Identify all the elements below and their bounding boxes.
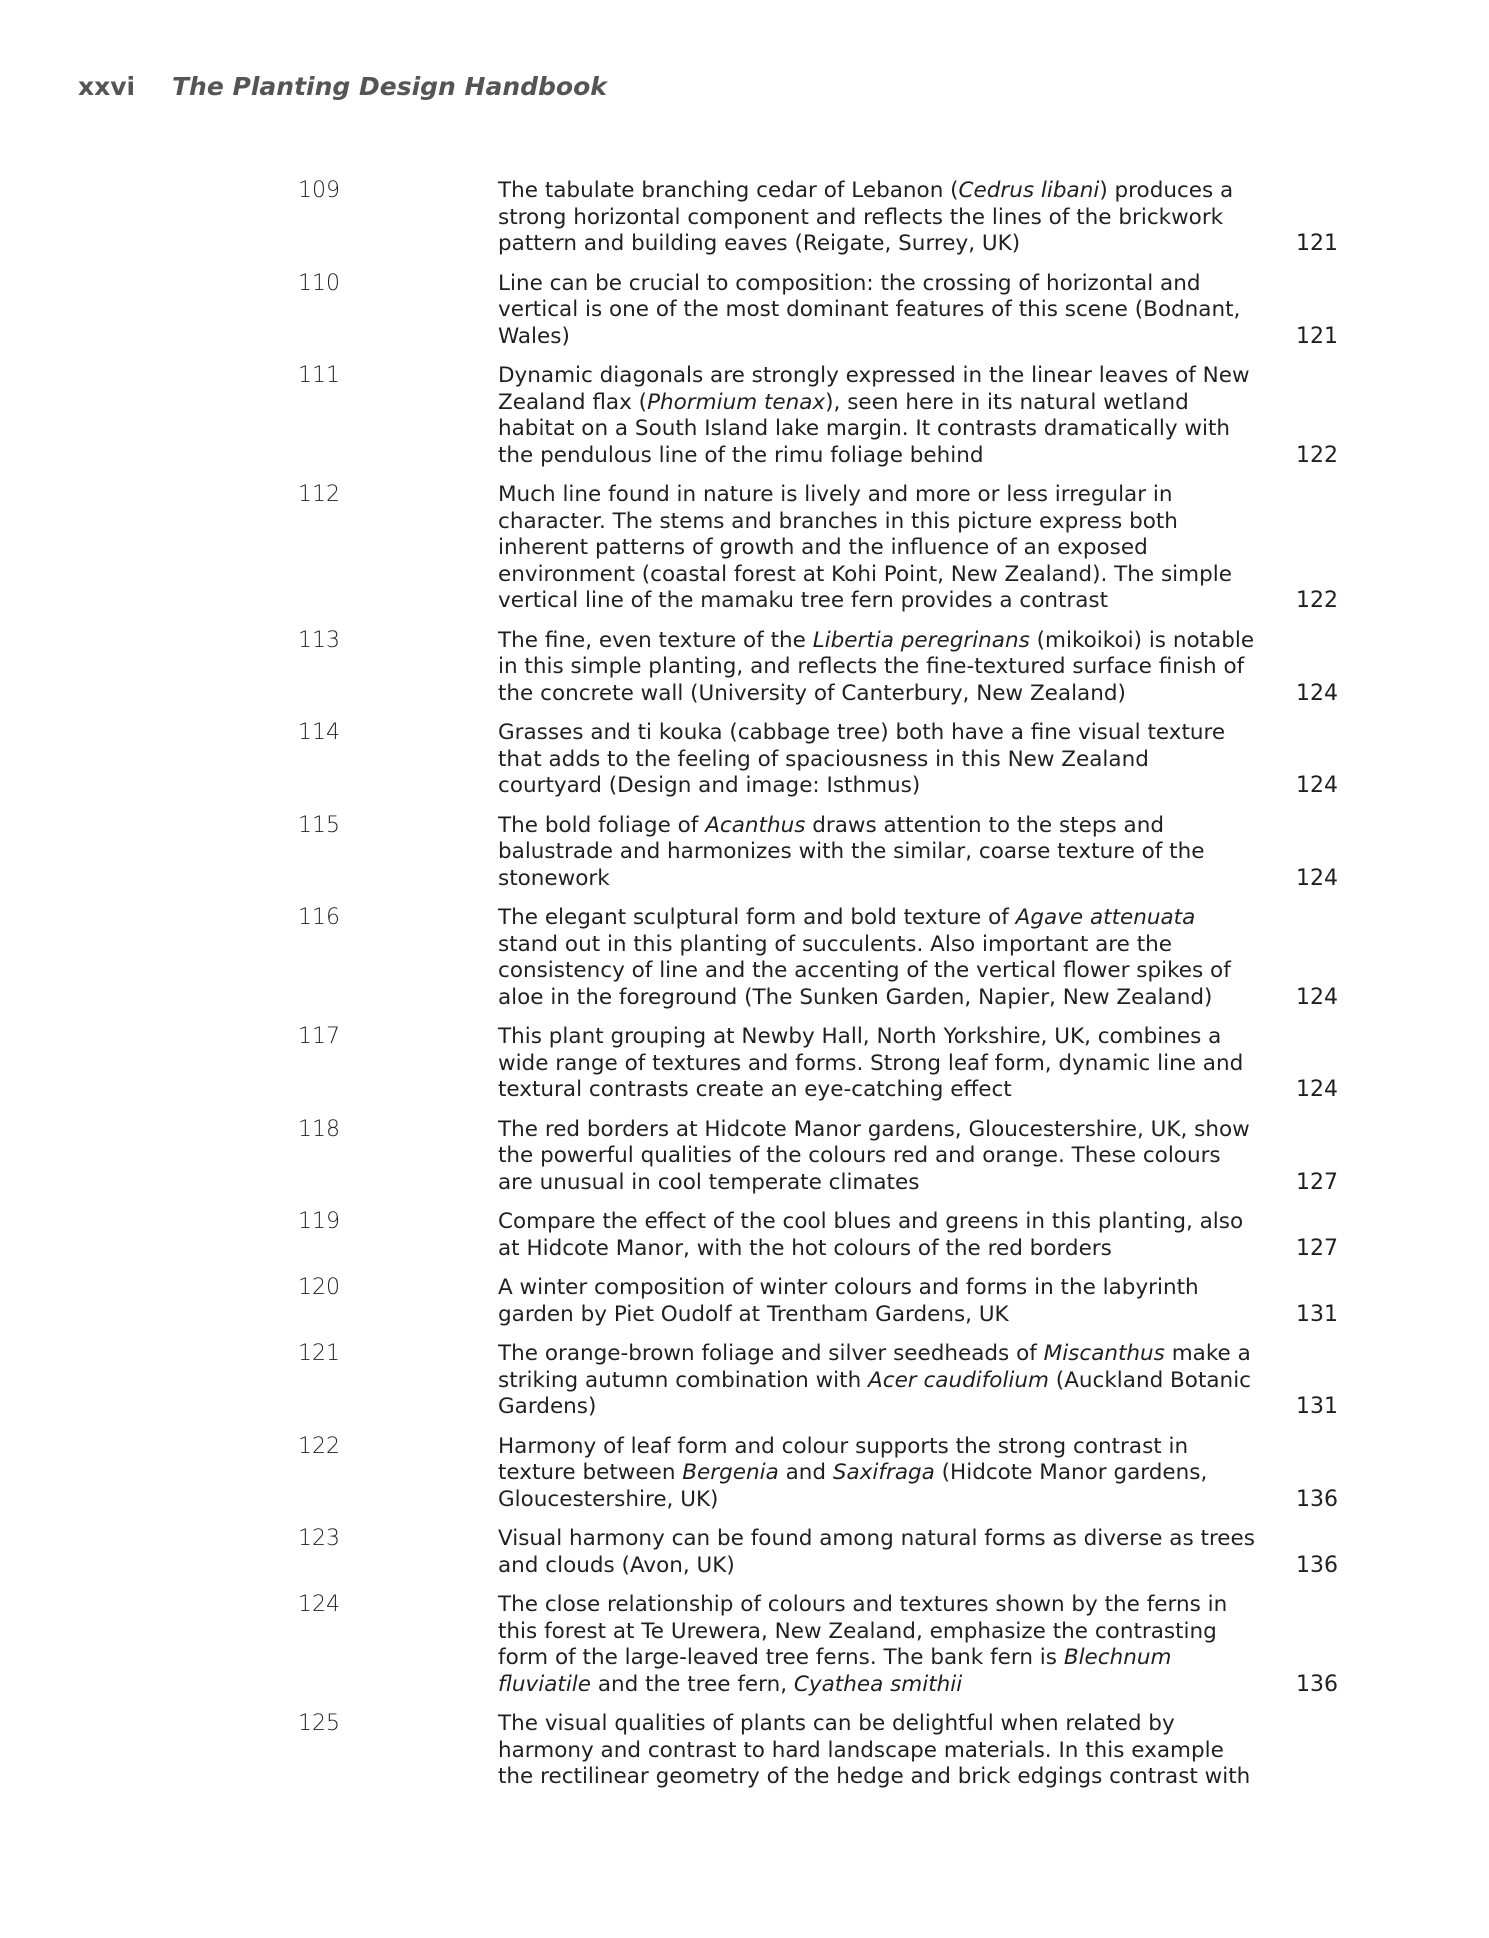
illustration-entry [298, 1526, 1338, 1579]
illustration-entry [298, 1434, 1338, 1514]
figure-caption [498, 363, 1258, 469]
caption-text: (Auckland Botanic Gardens) [498, 1367, 1251, 1419]
figure-number: 121 [298, 1341, 340, 1366]
figure-number: 118 [298, 1116, 340, 1142]
illustration-entry [298, 1341, 1338, 1421]
figure-number: 109 [298, 178, 340, 203]
figure-caption [498, 1711, 1258, 1791]
caption-italic-text: Cedrus libani [958, 178, 1100, 203]
running-head [78, 72, 607, 101]
list-of-illustrations [298, 178, 1338, 1804]
figure-caption [498, 1434, 1258, 1514]
illustration-entry [298, 720, 1338, 800]
caption-text: The tabulate branching cedar of Lebanon ( [498, 178, 959, 203]
illustration-entry [298, 813, 1338, 893]
caption-italic-text: Miscanthus [1043, 1341, 1165, 1366]
illustration-entry [298, 1117, 1338, 1197]
caption-text: Dynamic diagonals are strongly expressed in the linear leaves of New Zealand flax ( [498, 363, 1250, 415]
caption-text: Compare the effect of the cool blues and greens in this planting, also at Hidcote Manor, with the hot colours of the red borders [498, 1209, 1244, 1261]
page-number: 124 [1296, 773, 1338, 798]
page-number: 136 [1296, 1486, 1338, 1512]
caption-italic-text: Agave attenuata [1015, 905, 1196, 930]
page-number: 136 [1296, 1552, 1338, 1578]
caption-text: (Hidcote Manor gardens, Gloucestershire, UK) [498, 1460, 1208, 1512]
figure-caption [498, 482, 1258, 615]
illustration-entry [298, 1024, 1338, 1104]
caption-italic-text: Cyathea smithii [793, 1671, 963, 1697]
illustration-entry [298, 482, 1338, 615]
figure-caption [498, 1209, 1258, 1262]
book-title: The Planting Design Handbook [172, 72, 607, 101]
figure-number: 119 [298, 1209, 340, 1234]
figure-number: 114 [298, 720, 340, 745]
page-number: 127 [1296, 1235, 1338, 1261]
page-number: 131 [1296, 1394, 1338, 1419]
page-number: 124 [1296, 984, 1338, 1010]
figure-caption [498, 1117, 1258, 1197]
caption-text: A winter composition of winter colours and forms in the labyrinth garden by Piet Oudolf at Trentham Gardens, UK [498, 1275, 1199, 1327]
figure-caption [498, 905, 1258, 1011]
figure-caption [498, 1526, 1258, 1579]
illustration-entry [298, 1592, 1338, 1698]
figure-caption [498, 1341, 1258, 1421]
caption-text: ), seen here in its natural wetland habitat on a South Island lake margin. It contrasts dramatically with the pendulous line of the rimu foliage behind [498, 389, 1231, 468]
figure-number: 124 [298, 1592, 340, 1617]
figure-number: 110 [298, 270, 340, 296]
illustration-entry [298, 271, 1338, 351]
page-number: 127 [1296, 1169, 1338, 1195]
caption-italic-text: Saxifraga [832, 1460, 935, 1485]
caption-text: Grasses and ti kouka (cabbage tree) both have a fine visual texture that adds to the feeling of spaciousness in this New Zealand courtyard (Design and image: Isthmus) [498, 720, 1226, 798]
page-number: 122 [1296, 588, 1338, 613]
figure-caption [498, 1024, 1258, 1104]
figure-number: 113 [298, 627, 340, 653]
page-number: 124 [1296, 865, 1338, 891]
caption-italic-text: Bergenia [682, 1460, 779, 1485]
caption-text: and [778, 1460, 833, 1485]
illustration-entry [298, 628, 1338, 708]
page-number: 131 [1296, 1301, 1338, 1327]
illustration-entry [298, 1209, 1338, 1262]
illustration-entry [298, 363, 1338, 469]
figure-number: 120 [298, 1275, 340, 1300]
figure-caption [498, 720, 1258, 800]
caption-text: (mikoikoi) is notable in this simple planting, and reflects the fine-textured surface finish of the concrete wall (University of Canterbury, New Zealand) [498, 627, 1255, 706]
caption-text: The close relationship of colours and textures shown by the ferns in this forest at Te Urewera, New Zealand, emphasize the contrasting form of the large-leaved tree ferns. The bank fern is [498, 1592, 1228, 1670]
figure-number: 111 [298, 363, 340, 388]
caption-italic-text: Blechnum fluviatile [498, 1645, 1172, 1697]
figure-number: 125 [298, 1711, 340, 1736]
page-folio: xxvi [78, 72, 136, 101]
caption-text: This plant grouping at Newby Hall, North Yorkshire, UK, combines a wide range of textures and forms. Strong leaf form, dynamic line and textural contrasts create an eye-catching effect [498, 1024, 1244, 1102]
caption-text: The visual qualities of plants can be delightful when related by harmony and contrast to hard landscape materials. In this example the rectilinear geometry of the hedge and brick edgings contrast with [498, 1711, 1251, 1789]
figure-caption [498, 271, 1258, 351]
caption-text: The red borders at Hidcote Manor gardens, Gloucestershire, UK, show the powerful qualities of the colours red and orange. These colours are unusual in cool temperate climates [498, 1116, 1250, 1195]
figure-number: 117 [298, 1024, 340, 1049]
caption-text: The orange-brown foliage and silver seedheads of [498, 1341, 1044, 1366]
figure-number: 116 [298, 905, 340, 930]
caption-text: Visual harmony can be found among natural forms as diverse as trees and clouds (Avon, UK) [498, 1526, 1255, 1578]
caption-text: and the tree fern, [591, 1671, 794, 1697]
caption-italic-text: Phormium tenax [647, 389, 826, 415]
page-number: 121 [1296, 323, 1338, 349]
caption-text: The elegant sculptural form and bold texture of [498, 905, 1016, 930]
caption-text: Much line found in nature is lively and more or less irregular in character. The stems and branches in this picture express both inherent patterns of growth and the influence of an exposed environment (coastal forest at Kohi Point, New Zealand). The simple vertical line of the mamaku tree fern provides a contrast [498, 482, 1232, 613]
caption-italic-text: Libertia peregrinans [812, 627, 1030, 653]
caption-italic-text: Acer caudifolium [868, 1367, 1049, 1393]
page-number: 122 [1296, 442, 1338, 468]
page-number: 121 [1296, 231, 1338, 256]
figure-number: 115 [298, 812, 340, 838]
caption-text: draws attention to the steps and balustrade and harmonizes with the similar, coarse texture of the stonework [498, 812, 1205, 891]
illustration-entry [298, 1275, 1338, 1328]
caption-text: The bold foliage of [498, 812, 706, 838]
figure-caption [498, 628, 1258, 708]
page-number: 136 [1296, 1671, 1338, 1697]
illustration-entry [298, 178, 1338, 258]
illustration-entry [298, 1711, 1338, 1791]
figure-number: 123 [298, 1526, 340, 1551]
caption-text: stand out in this planting of succulents. Also important are the consistency of line and the accenting of the vertical flower spikes of aloe in the foreground (The Sunken Garden, Napier, New Zealand) [498, 931, 1231, 1010]
caption-text: Line can be crucial to composition: the crossing of horizontal and vertical is one of the most dominant features of this scene (Bodnant, Wales) [498, 270, 1241, 349]
figure-caption [498, 813, 1258, 893]
figure-caption [498, 1592, 1258, 1698]
caption-text: The fine, even texture of the [498, 627, 813, 653]
page-number: 124 [1296, 1077, 1338, 1102]
caption-text: make a striking autumn combination with [498, 1341, 1251, 1393]
caption-text: ) produces a strong horizontal component and reflects the lines of the brickwork pattern and building eaves (Reigate, Surrey, UK) [498, 178, 1234, 256]
caption-italic-text: Acanthus [705, 812, 806, 838]
figure-caption [498, 1275, 1258, 1328]
figure-number: 122 [298, 1433, 340, 1459]
caption-text: Harmony of leaf form and colour supports the strong contrast in texture between [498, 1433, 1189, 1485]
illustration-entry [298, 905, 1338, 1011]
page-number: 124 [1296, 680, 1338, 706]
figure-caption [498, 178, 1258, 258]
figure-number: 112 [298, 482, 340, 507]
